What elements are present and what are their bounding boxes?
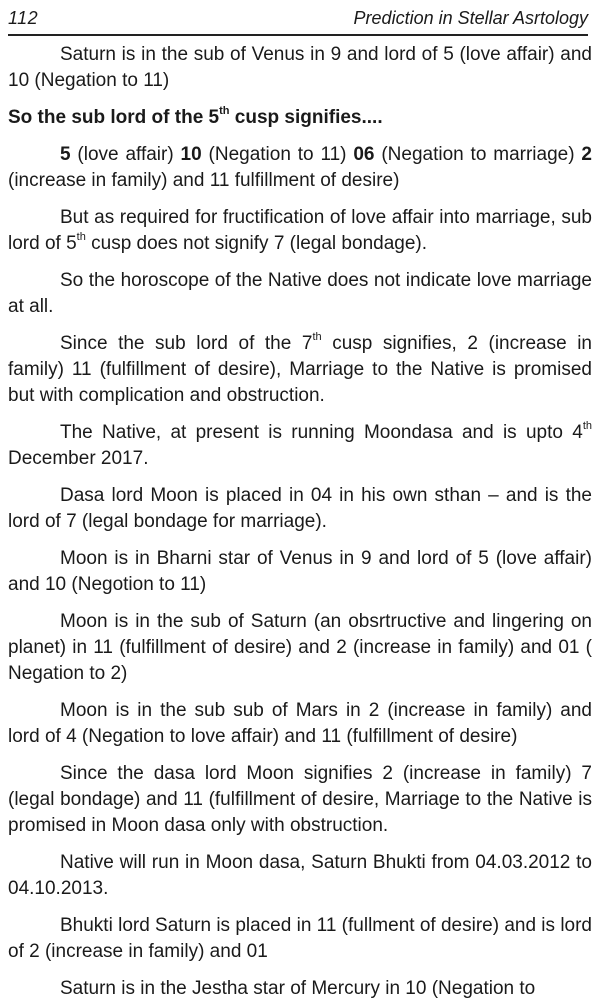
paragraph xyxy=(8,420,592,472)
paragraph-text: Bhukti lord Saturn is placed in 11 (fullment of desire) and is lord of 2 (increase in family) and 01 xyxy=(8,915,592,962)
paragraph xyxy=(8,42,592,94)
bold-number: 5 xyxy=(60,144,71,165)
bold-number: 06 xyxy=(353,144,375,165)
paragraph xyxy=(8,546,592,598)
heading-text: So the sub lord of the 5 xyxy=(8,107,220,128)
paragraph-text: Saturn is in the Jestha star of Mercury in 10 (Negation to xyxy=(60,978,536,999)
paragraph-text: Moon is in the sub of Saturn (an obsrtructive and lingering on planet) in 11 (fulfillment of desire) and 2 (increase in family) and 01 ( Negation to 2) xyxy=(8,611,592,684)
superscript: th xyxy=(76,230,86,243)
paragraph-text: But as required for fructification of love affair into marriage, sub lord of 5 xyxy=(8,207,592,254)
paragraph xyxy=(8,976,592,1002)
paragraph xyxy=(8,205,592,257)
paragraph-text: Since the dasa lord Moon signifies 2 (increase in family) 7 (legal bondage) and 11 (fulfillment of desire, Marriage to the Native is promised in Moon dasa only with obstruction. xyxy=(8,763,592,836)
running-title: Prediction in Stellar Asrtology xyxy=(353,8,588,28)
section-heading xyxy=(8,105,592,131)
paragraph-text: (Negation to marriage) xyxy=(374,144,582,165)
page-number: 112 xyxy=(8,8,39,28)
paragraph xyxy=(8,331,592,409)
paragraph-text: Native will run in Moon dasa, Saturn Bhukti from 04.03.2012 to 04.10.2013. xyxy=(8,852,592,899)
paragraph-text: Dasa lord Moon is placed in 04 in his own sthan – and is the lord of 7 (legal bondage for marriage). xyxy=(8,485,592,532)
paragraph xyxy=(8,698,592,750)
bold-number: 10 xyxy=(180,144,202,165)
paragraph xyxy=(8,268,592,320)
paragraph-text: (Negation to 11) xyxy=(201,144,354,165)
paragraph-text: Moon is in Bharni star of Venus in 9 and lord of 5 (love affair) and 10 (Negotion to 11) xyxy=(8,548,592,595)
paragraph xyxy=(8,761,592,839)
paragraph-text: So the horoscope of the Native does not indicate love marriage at all. xyxy=(8,270,592,317)
paragraph-text: cusp does not signify 7 (legal bondage). xyxy=(85,233,428,254)
page-header xyxy=(8,6,588,36)
paragraph-text: Moon is in the sub sub of Mars in 2 (increase in family) and lord of 4 (Negation to love affair) and 11 (fulfillment of desire) xyxy=(8,700,592,747)
paragraph xyxy=(8,609,592,687)
heading-text: cusp signifies.... xyxy=(229,107,383,128)
paragraph-text: (increase in family) and 11 fulfillment of desire) xyxy=(8,170,400,191)
paragraph-text: The Native, at present is running Moondasa and is upto 4 xyxy=(60,422,583,443)
superscript: th xyxy=(582,419,592,432)
paragraph xyxy=(8,483,592,535)
body-text xyxy=(8,42,592,1002)
paragraph-text: Since the sub lord of the 7 xyxy=(60,333,313,354)
paragraph-text: cusp signifies, 2 (increase in family) 11 (fulfillment of desire), Marriage to the Native is promised but with complication and obstruction. xyxy=(8,333,592,406)
superscript: th xyxy=(312,330,322,343)
paragraph xyxy=(8,142,592,194)
paragraph xyxy=(8,913,592,965)
paragraph xyxy=(8,850,592,902)
superscript: th xyxy=(219,104,230,117)
paragraph-text: (love affair) xyxy=(70,144,181,165)
bold-number: 2 xyxy=(581,144,592,165)
paragraph-text: December 2017. xyxy=(8,448,149,469)
paragraph-text: Saturn is in the sub of Venus in 9 and lord of 5 (love affair) and 10 (Negation to 11) xyxy=(8,44,592,91)
